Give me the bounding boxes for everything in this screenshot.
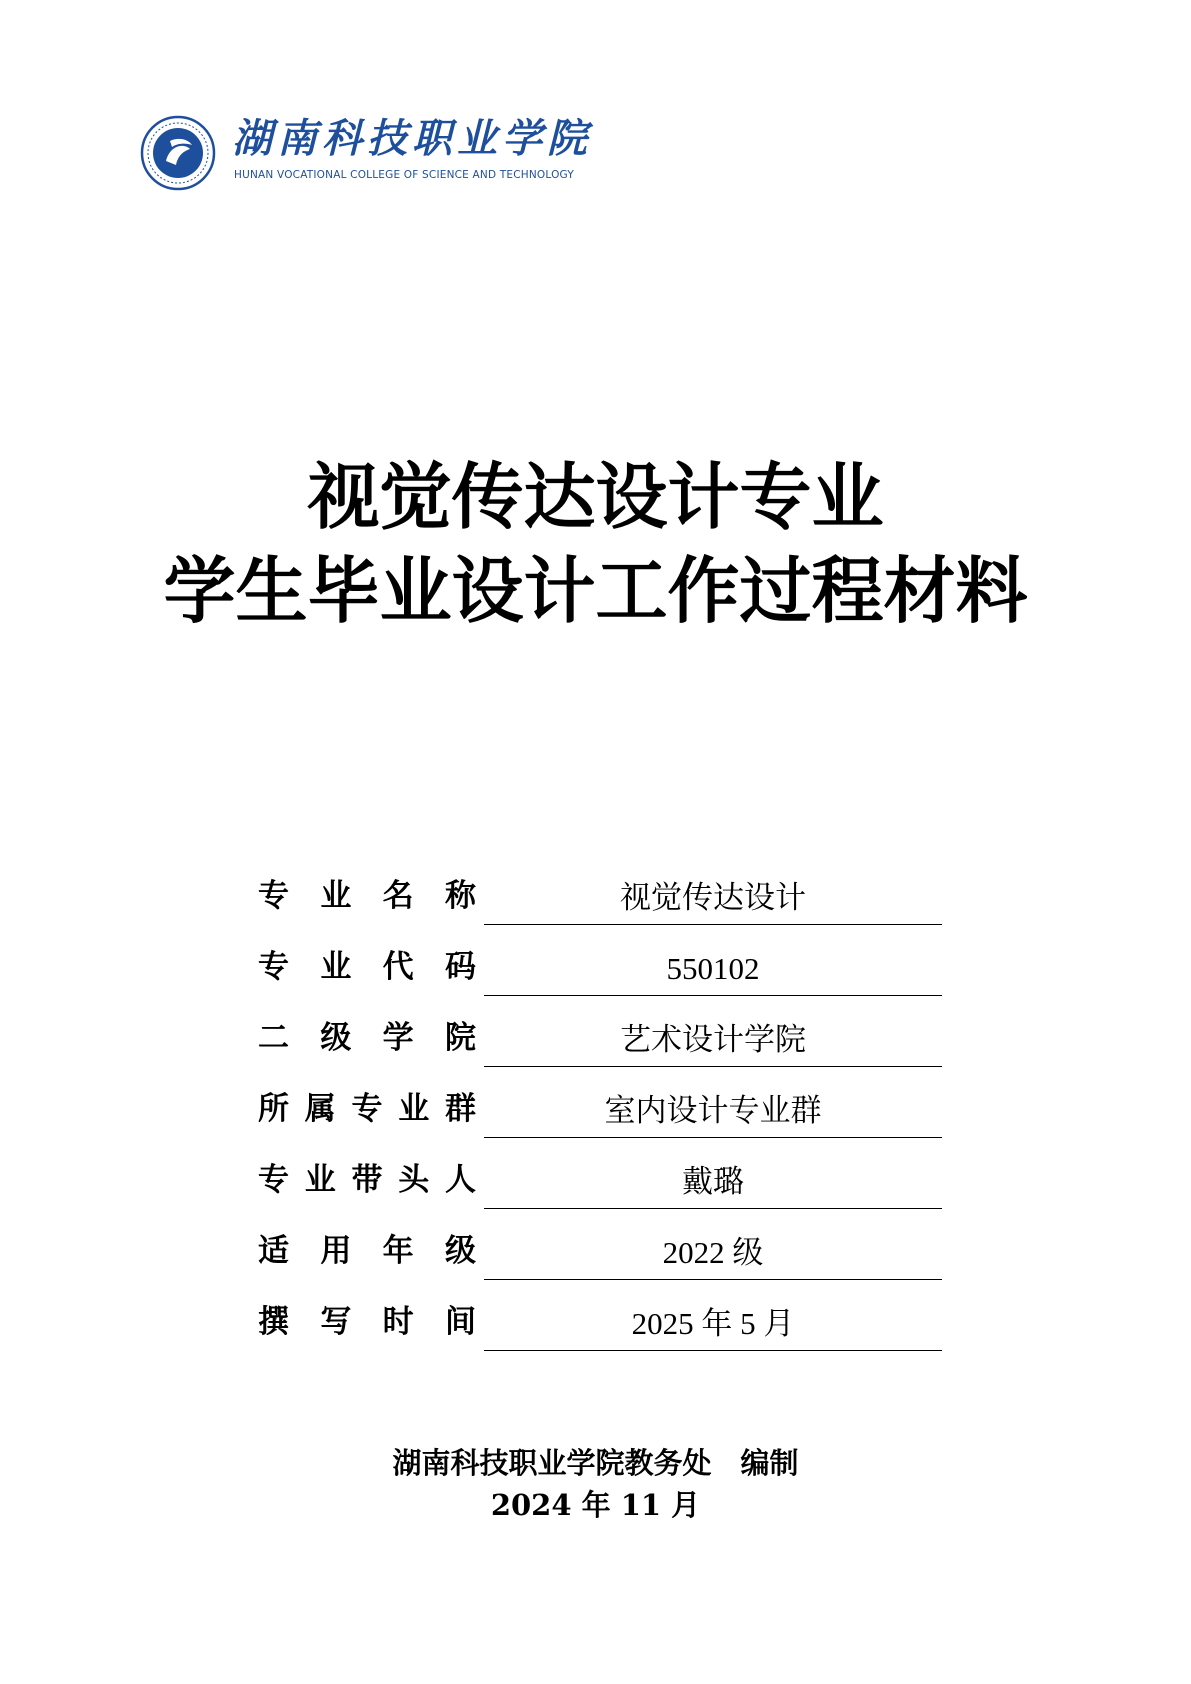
info-value: 视觉传达设计 [484,876,942,925]
info-label: 二级学院 [258,1020,476,1056]
college-logo [140,115,620,195]
info-label: 撰写时间 [258,1304,476,1340]
info-value: 550102 [484,947,942,996]
info-row-written-time [258,1294,942,1365]
info-value: 室内设计专业群 [484,1089,942,1138]
info-row-grade [258,1223,942,1294]
info-label: 专业代码 [258,949,476,985]
info-row-leader [258,1152,942,1223]
info-table [258,868,942,1365]
info-label: 专业名称 [258,878,476,914]
page-title-line2: 学生毕业设计工作过程材料 [163,548,1028,633]
info-value: 戴璐 [484,1160,942,1209]
footer-editor: 湖南科技职业学院教务处 编制 [392,1446,799,1480]
info-row-major-code [258,939,942,1010]
page-title-line1: 视觉传达设计专业 [307,454,884,539]
info-label: 适用年级 [258,1233,476,1269]
info-row-school [258,1010,942,1081]
info-value: 2025 年 5 月 [484,1302,942,1351]
footer-date: 2024 年 11 月 [490,1488,701,1522]
college-seal-icon [140,115,216,191]
info-label: 专业带头人 [258,1162,476,1198]
info-value: 2022 级 [484,1231,942,1280]
info-label: 所属专业群 [258,1091,476,1127]
info-row-major-name [258,868,942,939]
info-value: 艺术设计学院 [484,1018,942,1067]
college-name-cn: 湖南科技职业学院 [232,115,592,162]
info-row-major-group [258,1081,942,1152]
college-name-en: HUNAN VOCATIONAL COLLEGE OF SCIENCE AND TECHNOLOGY [234,169,574,181]
